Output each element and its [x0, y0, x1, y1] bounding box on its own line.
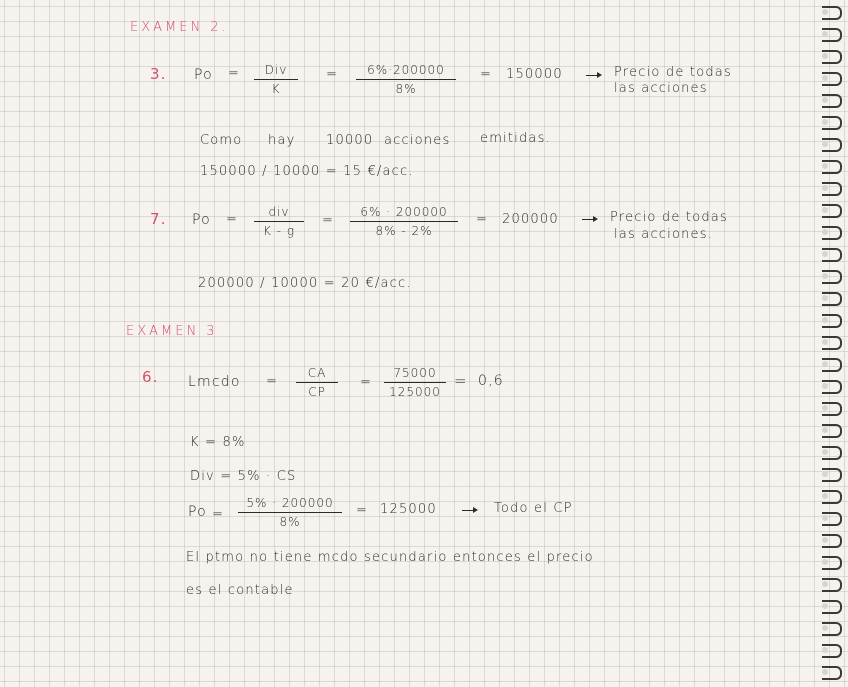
po-eq2: = — [356, 503, 369, 518]
arrow-right-icon — [582, 219, 596, 220]
como-word2: hay — [268, 133, 296, 148]
problem3-lhs: Po — [194, 67, 213, 83]
binding-ring — [822, 204, 842, 218]
problem7-fraction1-numerator: div — [268, 205, 290, 219]
problem7-fraction2-denominator: 8% - 2% — [375, 224, 433, 238]
binding-ring — [822, 336, 842, 350]
binding-ring — [822, 556, 842, 570]
problem7-lhs: Po — [192, 212, 211, 228]
como-word3: 10000 — [326, 133, 374, 148]
binding-ring — [822, 534, 842, 548]
problem6-eq2: = — [360, 375, 373, 390]
arrow-right-icon — [462, 510, 476, 511]
problem6-fraction2-denominator: 125000 — [389, 385, 441, 399]
problem6-fraction2 — [384, 367, 446, 398]
problem3-eq3: = — [480, 67, 493, 82]
binding-ring — [822, 424, 842, 438]
problem3-fraction2 — [356, 64, 456, 95]
problem7-fraction1 — [254, 206, 304, 237]
fraction-bar — [384, 382, 446, 383]
problem3-fraction2-numerator: 6%·200000 — [367, 63, 445, 77]
arrow-right-icon — [586, 75, 600, 76]
div-line: Div = 5% · CS — [190, 469, 297, 484]
binding-ring — [822, 226, 842, 240]
problem7-result: 200000 — [502, 212, 559, 227]
binding-ring — [822, 116, 842, 130]
binding-ring — [822, 6, 842, 20]
binding-ring — [822, 94, 842, 108]
binding-ring — [822, 578, 842, 592]
fraction-bar — [356, 79, 456, 80]
division1: 150000 / 10000 = 15 €/acc. — [200, 164, 414, 179]
problem6-fraction1-denominator: CP — [308, 385, 326, 399]
problem7-note-line2: las acciones. — [614, 227, 714, 242]
problem3-eq2: = — [326, 67, 339, 82]
examen2-heading: EXAMEN 2. — [130, 20, 229, 35]
po-eq1: = — [212, 507, 225, 522]
spiral-binding — [816, 0, 848, 687]
fraction-bar — [238, 512, 342, 513]
po-note: Todo el CP — [494, 501, 573, 516]
problem6-lhs: Lmcdo — [188, 374, 241, 390]
problem7-number: 7. — [150, 210, 167, 228]
division2: 200000 / 10000 = 20 €/acc. — [198, 276, 412, 291]
problem3-number: 3. — [150, 65, 167, 83]
problem7-eq3: = — [476, 212, 489, 227]
problem6-fraction1 — [296, 367, 338, 398]
po-fraction — [238, 497, 342, 528]
binding-ring — [822, 292, 842, 306]
fraction-bar — [296, 382, 338, 383]
problem6-eq3: = — [454, 372, 468, 390]
binding-ring — [822, 512, 842, 526]
binding-ring — [822, 402, 842, 416]
binding-ring — [822, 50, 842, 64]
binding-ring — [822, 490, 842, 504]
binding-ring — [822, 468, 842, 482]
po-fraction-denominator: 8% — [279, 515, 301, 529]
binding-ring — [822, 28, 842, 42]
como-word1: Como — [200, 133, 243, 148]
problem7-fraction1-denominator: K - g — [262, 224, 296, 238]
problem6-number: 6. — [142, 368, 159, 386]
binding-ring — [822, 358, 842, 372]
problem7-fraction2-numerator: 6% · 200000 — [360, 205, 448, 219]
fraction-bar — [350, 221, 458, 222]
fraction-bar — [254, 221, 304, 222]
final-line1: El ptmo no tiene mcdo secundario entonces el precio — [186, 550, 594, 565]
binding-ring — [822, 644, 842, 658]
problem6-fraction2-numerator: 75000 — [393, 366, 437, 380]
po-result: 125000 — [380, 502, 437, 517]
binding-ring — [822, 380, 842, 394]
problem3-note-line2: las acciones — [614, 81, 708, 96]
binding-ring — [822, 666, 842, 680]
binding-ring — [822, 622, 842, 636]
problem7-note-line1: Precio de todas — [610, 210, 728, 225]
problem7-fraction2 — [350, 206, 458, 237]
problem3-eq1: = — [228, 66, 241, 81]
problem7-eq1: = — [226, 212, 239, 227]
problem3-fraction1-denominator: K — [271, 82, 281, 96]
po-lhs: Po — [188, 504, 207, 520]
binding-ring — [822, 270, 842, 284]
binding-ring — [822, 600, 842, 614]
problem3-note-line1: Precio de todas — [614, 65, 732, 80]
problem6-result: 0,6 — [478, 373, 504, 389]
problem6-fraction1-numerator: CA — [307, 366, 327, 380]
problem3-fraction1 — [254, 64, 298, 95]
problem3-fraction1-numerator: Div — [264, 63, 288, 77]
binding-ring — [822, 446, 842, 460]
binding-ring — [822, 160, 842, 174]
problem3-result: 150000 — [506, 67, 563, 82]
binding-ring — [822, 72, 842, 86]
binding-ring — [822, 314, 842, 328]
problem3-fraction2-denominator: 8% — [395, 82, 417, 96]
examen3-heading: EXAMEN 3 — [126, 324, 218, 339]
k-line: K = 8% — [190, 435, 246, 450]
final-line2: es el contable — [186, 583, 294, 598]
problem6-eq1: = — [266, 374, 279, 389]
binding-ring — [822, 138, 842, 152]
como-word4: acciones — [384, 133, 451, 148]
como-word5: emitidas. — [480, 131, 551, 146]
binding-ring — [822, 248, 842, 262]
po-fraction-numerator: 5% · 200000 — [246, 496, 334, 510]
binding-ring — [822, 182, 842, 196]
fraction-bar — [254, 79, 298, 80]
problem7-eq2: = — [322, 213, 335, 228]
